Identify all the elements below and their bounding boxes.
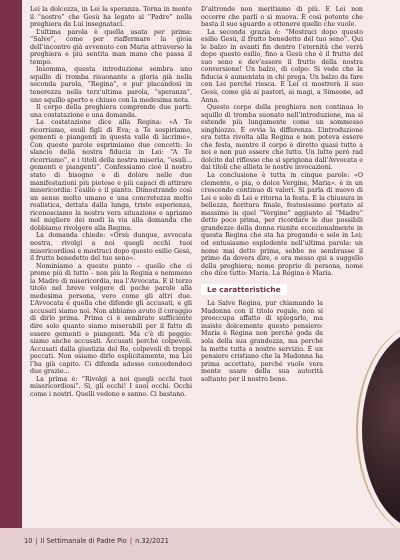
page-number: 10	[24, 537, 33, 545]
right-paragraph: Questo corpo della preghiera non continua lo squillo di tromba suonato nell’introduzione, ma si estende più lungamente come un sommesso singhiozzo. È ovvia la differenza. L’introduzione era tutta rivolta alla Regina e non poteva essere che festa, mentre il corpo è diretto quasi tutto a noi e non può essere che lutto. Un lutto però rad dolcito dal riflesso che si sprigiona dall’Avvocata e dai titoli che allieta le nostre invocazioni.	[201, 104, 363, 172]
left-paragraph: La costatazione dice alla Regina: «A Te ricorriamo, esuli figli di Eva; a Te sospiriamo, gementi e piangenti in questa valle di lacrime». Con queste parole esprimiamo due concetti: lo slancio della nostra fiducia in Lei: “A Te ricorriamo”, e i titoli della nostra miseria, “esuli... gementi e piangenti”. Confessiamo cioè il nostro stato di bisogno e di dolore nelle due manifestazioni più pietose e più capaci di attirare misericordia: l’esilio e il pianto. Dimostrando così un senso molto umano e una concretezza molto realistica, dettata dalla lunga, triste esperienza, riconosciamo la nostra vera situazione e apriamo nel migliore dei modi la via alla domanda che dobbiamo rivolgere alla Regina.	[30, 119, 192, 232]
right-paragraph: D’altronde non meritiamo di più. E Lei non occorre che parli o si muova. È così potente che basta il suo sguardo a ottenere quello che vuole.	[201, 6, 363, 29]
left-paragraph: L’ultima parola è quella usata per prima: “Salve”, come per riaffermare la gioia dell’incontro già avvenuto con Maria attraverso la preghiera e più sentita man mano che passa il tempo.	[30, 28, 192, 66]
right-paragraph: La conclusione è tutta in cinque parole: «O clemente, o pia, o dolce Vergine, Maria». è in un crescendo continuo di valori. Si parla di nuovo di Lei e solo di Lei e ritorna la festa. E la chiusura in bellezza, fioritura finale, festosissimo portato al massimo in quel “Vergine” aggiunto al “Madre” detto poco prima, per ricordare le due possibili grandezze della donna riunite eccezionalmente in questa Regina che sta ha pregando e solo in Lei; ed entusiasmo esplodente nell’ultima parola: un nome mai detto prima, sebbe ne sembrasse il primo da dovers dire, e ora messo qui a suggello della preghiera; nome proprio di persona, nome che dice tutto: Maria. La Regina è Maria.	[201, 172, 363, 278]
footer-text: 10 | Il Settimanale di Padre Pio | n.32/2021	[24, 537, 169, 545]
page-footer	[0, 528, 400, 560]
left-paragraph: Il corpo della preghiera comprende due parti: una costatazione e una domanda.	[30, 104, 192, 119]
left-paragraph: Nominiamo a questo punto – quello che ci preme più di tutto – non più la Regina e nemmeno la Madre di misericordia, ma l’Avvocata. E il terzo titolo nel breve volgere di poche parole alla medesima persona, vero come gli altri due. L’Avvocata è quella che difende gli accusati, e gli accusati siamo noi. Non abbiamo avuto il coraggio di dirlo prima. Prima ci è sembrato sufficiente dire solo quanto siamo miserabili per il fatto di essere gementi e piangenti. Ma c’è di peggio: siamo anche accusati. Accusati perché colpevoli. Accusati dalla giustizia del Re, colpevoli di troppi peccati. Non osiamo dirlo esplicitamente, ma Lei l’ha già capito. Ci difenda adesso concedendoci due grazie...	[30, 262, 192, 376]
right-column	[201, 6, 363, 383]
left-paragraph: Lei la dolcezza, in Lei la speranza. Torna in mente il “nostro” che Gesù ha legato al “Padre” nella preghiera da Lui insegnataci.	[30, 6, 192, 29]
right-paragraph: La seconda grazia è: “Mostraci dopo questo esilio Gesù, il frutto benedetto del tuo seno”. Qui le balzo in avanti fin dentro l’eternità che verrà dopo questo esilio, fino a Gesù che è il frutto del suo seno e dev’essere il frutto della nostra conversione! Un balzo, di colpo: Si vede che la fiducia è aumentata in chi prega. Un balzo da fare con Lei perché riesca. E Lei ci mostrerà il suo Gesù, come già ai pastori, ai magi, a Simeone, ad Anna.	[201, 28, 363, 104]
left-paragraph: La prima è: “Rivolgi a noi quegli occhi tuoi misericordiosi”. Sì, gli occhi! I suoi occhi. Occhi come i nostri. Quelli vedono e sanno. Ci bastano.	[30, 375, 192, 398]
left-paragraph: Insomma, questa introduzione sembra uno squillo di tromba risuonante a gloria già nella seconda parola, “Regina”, e pur placandosi in tenerezza nella terz’ultima parola, “speranza”, uno squillo aperto e chiuso con la medesima nota.	[30, 66, 192, 104]
page-side-band	[0, 0, 22, 560]
left-paragraph: La domanda chiede: «Orsù dunque, avvocata nostra, rivolgi a noi quegli occhi tuoi misericordiosi e mostraci dopo questo esilio Gesù, il frutto benedetto del tuo seno».	[30, 232, 192, 263]
decorative-image	[350, 330, 400, 528]
issue-number: n.32/2021	[135, 537, 169, 545]
left-column	[30, 6, 192, 398]
image-dark-oval	[362, 330, 400, 528]
magazine-title: Il Settimanale di Padre Pio	[40, 537, 127, 545]
section-heading: Le caratteristiche	[201, 284, 287, 296]
right-paragraph: La Salve Regina, pur chiamando la Madonna con il titolo regale, non si preoccupa affatto di spiegarlo, ma insiste dolcemente questo pensiero: Maria è Regina non perché goda da sola della sua grandezza, ma perché la mette tutta a nostro servizio. È un pensiero cristiano che la Madonna ha prima accettato, perché vuole vera mente usare della sua autorità soltanto per il nostro bene.	[201, 300, 323, 383]
